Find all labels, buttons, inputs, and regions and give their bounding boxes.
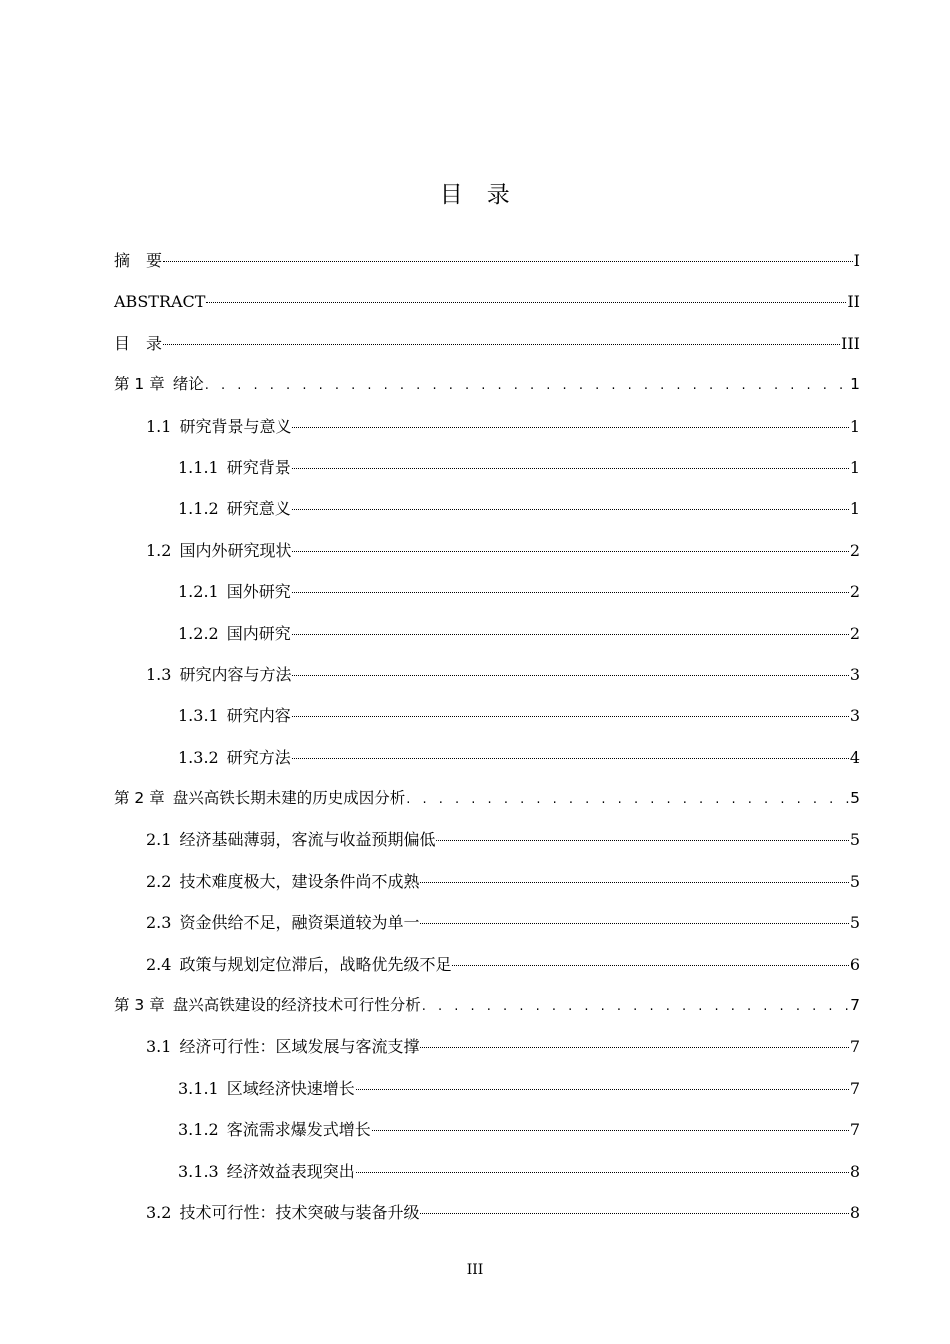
toc-entry-page: 2 [849,623,860,643]
toc-entry-title [178,447,291,488]
dot-leader [356,1172,849,1173]
toc-entry-number: 2.4 [146,954,172,974]
toc-entry-page: 2 [849,540,860,560]
toc-entry-title [146,861,419,902]
toc-entry-title [146,819,435,860]
toc-entry[interactable] [114,447,860,488]
toc-entry-page: 1 [849,416,860,436]
toc-entry-title [114,240,162,281]
toc-entry[interactable] [114,240,860,281]
toc-entry-title [146,944,451,985]
toc-entry-page: 6 [849,954,860,974]
toc-entry[interactable] [114,530,860,571]
toc-entry-title [146,1192,419,1233]
toc-entry-label: 研究意义 [226,499,291,519]
toc-entry-page: 3 [849,664,860,684]
toc-entry[interactable] [114,323,860,364]
toc-chapter-entry[interactable] [114,364,860,405]
toc-entry-page: 4 [849,747,860,767]
dot-leader [372,1130,849,1131]
toc-entry-number: 3.1 [146,1037,172,1057]
toc-entry[interactable] [114,1109,860,1150]
toc-entry-title [114,985,421,1026]
toc-entry-page: 1 [849,457,860,477]
toc-entry[interactable] [114,819,860,860]
dot-leader [420,1213,848,1214]
page-title: 目 录 [439,182,511,208]
toc-entry[interactable] [114,613,860,654]
toc-entry-page: 1 [850,375,860,394]
toc-entry[interactable] [114,1068,860,1109]
dot-leader [292,509,849,510]
toc-entry-page: 5 [849,913,860,933]
toc-entry-label: 经济可行性：区域发展与客流支撑 [179,1037,420,1057]
toc-entry-number: 3.1.3 [178,1161,219,1181]
toc-chapter-entry[interactable] [114,985,860,1026]
toc-entry-label: 盘兴高铁建设的经济技术可行性分析 [172,996,421,1015]
toc-entry-label: 国外研究 [226,582,291,602]
toc-entry[interactable] [114,1151,860,1192]
toc-entry-label: 研究背景 [226,457,291,477]
toc-entry-title [178,488,291,529]
toc-entry[interactable] [114,1192,860,1233]
toc-entry[interactable] [114,902,860,943]
toc-entry[interactable] [114,406,860,447]
toc-entry-page: I [853,251,860,270]
toc-entry-number: 3.1.1 [178,1078,219,1098]
toc-entry-title [114,281,205,322]
toc-entry-title [114,323,162,364]
toc-entry-label: 研究内容与方法 [179,664,292,684]
dot-leader [356,1089,849,1090]
toc-entry-title [178,737,291,778]
toc-entry-number: 2.1 [146,830,172,850]
dot-leader [292,592,849,593]
toc-entry-label: 技术可行性：技术突破与装备升级 [179,1202,420,1222]
toc-entry-page: 7 [850,996,860,1015]
toc-entry-label: 研究内容 [226,706,291,726]
dot-leader [163,261,853,262]
toc-entry-number: 1.1 [146,416,172,436]
dot-leader [452,965,848,966]
toc-entry[interactable] [114,571,860,612]
toc-entry[interactable] [114,861,860,902]
toc-entry-page: 8 [849,1161,860,1181]
toc-entry[interactable] [114,695,860,736]
toc-entry[interactable] [114,1026,860,1067]
toc-entry-number: 1.2.2 [178,623,219,643]
toc-entry-label: 绪论 [172,375,204,394]
toc-entry-label: 经济效益表现突出 [226,1161,355,1181]
toc-entry-title [178,1109,371,1150]
dot-leader [292,634,849,635]
toc-entry-number: 第 2 章 [114,789,165,808]
toc-entry[interactable] [114,737,860,778]
table-of-contents [114,240,860,1233]
toc-entry-page: 7 [849,1037,860,1057]
toc-entry-page: 2 [849,582,860,602]
toc-entry-title [178,1068,355,1109]
toc-entry[interactable] [114,654,860,695]
dot-leader [292,675,848,676]
toc-entry-title [146,530,291,571]
dot-leader [422,986,849,1027]
toc-entry-number: 1.3 [146,664,172,684]
dot-leader [292,758,849,759]
dot-leader [406,779,849,820]
toc-entry-number: 3.1.2 [178,1120,219,1140]
dot-leader [292,427,848,428]
toc-entry-page: 1 [849,499,860,519]
toc-entry-title [178,1151,355,1192]
toc-entry-number: 1.2 [146,540,172,560]
toc-entry-page: II [847,292,860,312]
toc-entry[interactable] [114,281,860,322]
toc-entry-title [114,364,204,405]
toc-entry[interactable] [114,944,860,985]
toc-entry-page: 8 [849,1202,860,1222]
dot-leader [292,716,849,717]
toc-entry-label: 区域经济快速增长 [226,1078,355,1098]
toc-entry-label: 国内外研究现状 [179,540,292,560]
toc-entry-label: 国内研究 [226,623,291,643]
toc-entry-label: 盘兴高铁长期未建的历史成因分析 [172,789,406,808]
toc-entry-number: 1.3.2 [178,747,219,767]
dot-leader [436,840,848,841]
toc-entry-label: 政策与规划定位滞后，战略优先级不足 [179,954,452,974]
toc-entry-number: 第 1 章 [114,375,165,394]
toc-entry-title [146,902,419,943]
dot-leader [163,344,840,345]
dot-leader [420,1047,848,1048]
dot-leader [205,365,849,406]
toc-entry-label: 研究方法 [226,747,291,767]
toc-entry-label: 摘 要 [114,251,163,270]
toc-entry-number: 1.2.1 [178,582,219,602]
toc-entry-title [114,778,405,819]
toc-entry-title [178,695,291,736]
toc-entry-label: 客流需求爆发式增长 [226,1120,371,1140]
toc-entry-title [178,613,291,654]
toc-entry-label: ABSTRACT [114,292,206,312]
toc-entry-page: 3 [849,706,860,726]
dot-leader [420,882,848,883]
toc-entry-page: 5 [849,830,860,850]
toc-entry-label: 资金供给不足，融资渠道较为单一 [179,913,420,933]
dot-leader [292,468,849,469]
toc-entry-page: 5 [850,789,860,808]
dot-leader [292,551,848,552]
toc-entry-page: 7 [849,1078,860,1098]
dot-leader [206,302,846,303]
toc-entry-title [146,654,291,695]
toc-entry-title [178,571,291,612]
toc-entry-title [146,1026,419,1067]
toc-entry-page: III [841,333,860,353]
toc-entry-label: 经济基础薄弱，客流与收益预期偏低 [179,830,436,850]
toc-entry-number: 1.1.1 [178,457,219,477]
toc-entry-page: 5 [849,871,860,891]
toc-entry-label: 目 录 [114,333,163,353]
footer-page-number: III [466,1262,484,1278]
toc-entry[interactable] [114,488,860,529]
toc-entry-title [146,406,291,447]
toc-entry-number: 1.3.1 [178,706,219,726]
toc-entry-number: 1.1.2 [178,499,219,519]
toc-entry-label: 研究背景与意义 [179,416,292,436]
toc-entry-number: 第 3 章 [114,996,165,1015]
dot-leader [420,923,848,924]
toc-entry-label: 技术难度极大，建设条件尚不成熟 [179,871,420,891]
toc-entry-number: 2.3 [146,913,172,933]
toc-entry-number: 3.2 [146,1202,172,1222]
toc-entry-number: 2.2 [146,871,172,891]
toc-entry-page: 7 [849,1120,860,1140]
toc-chapter-entry[interactable] [114,778,860,819]
